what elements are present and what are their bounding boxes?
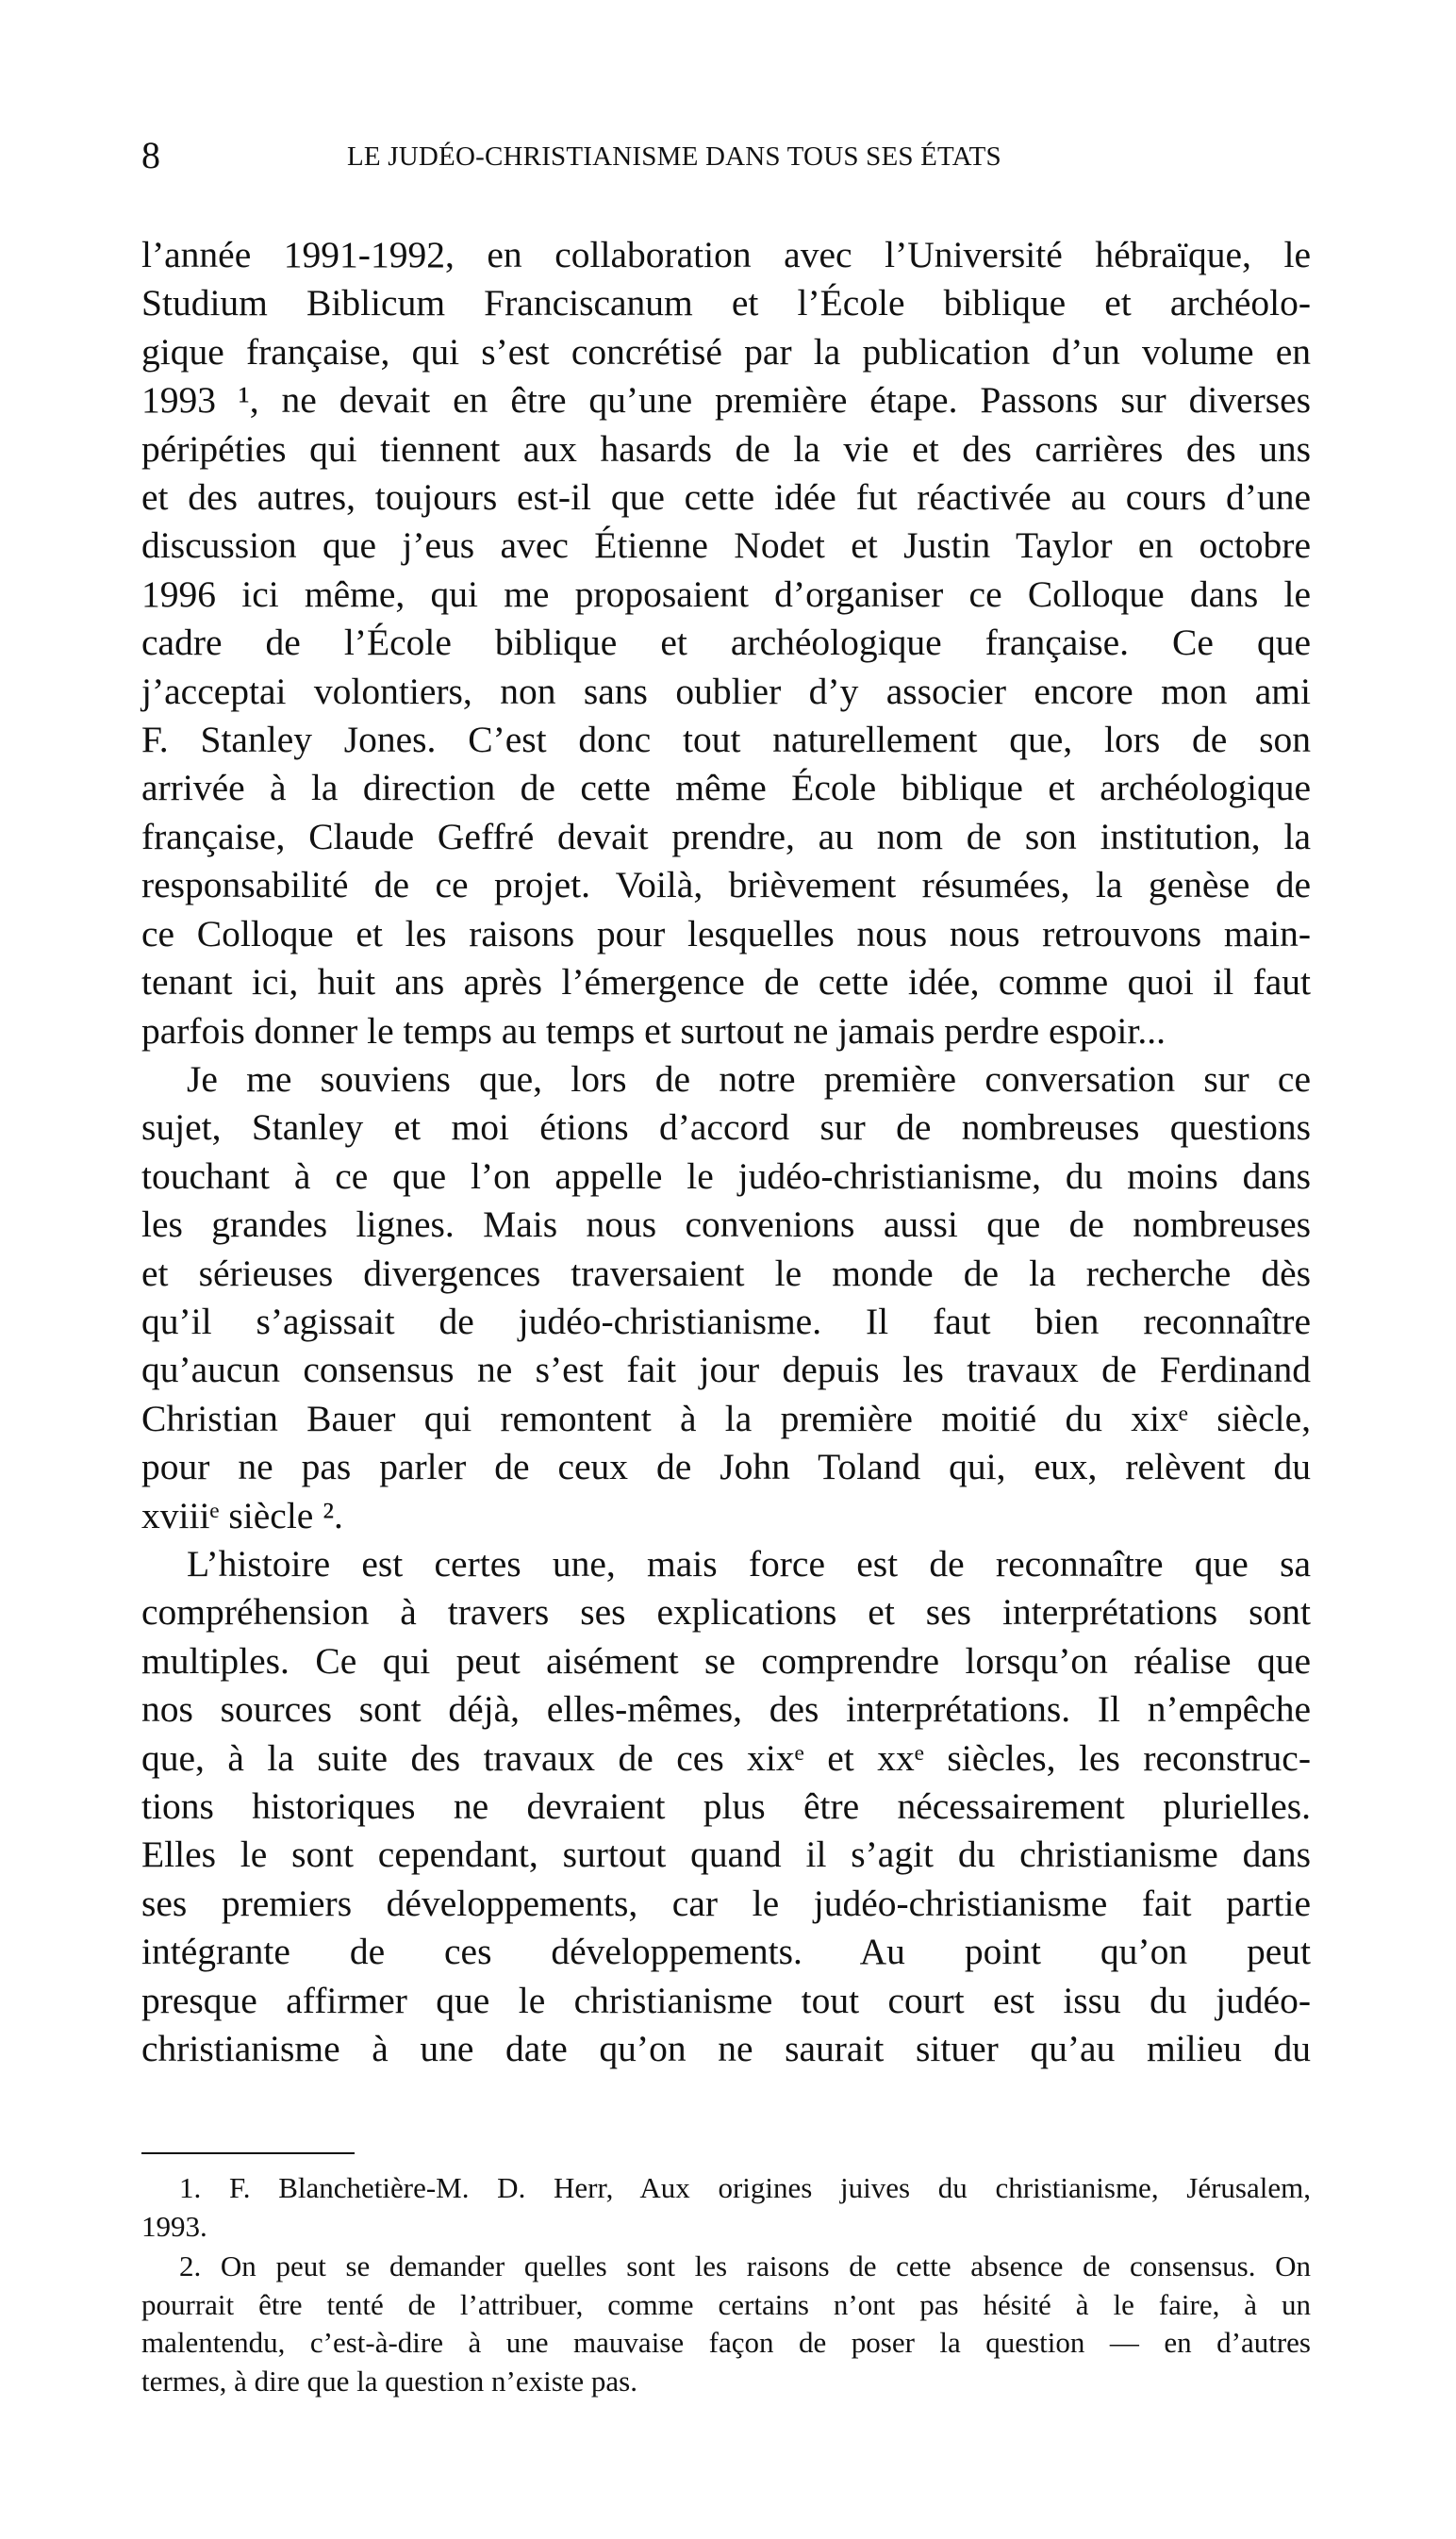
text-line: ce Colloque et les raisons pour lesquelles nous nous retrouvons main- [141, 912, 1311, 954]
text-line: française, Claude Geffré devait prendre, au nom de son institution, la [141, 815, 1311, 857]
footnote-line: 1993. [141, 2209, 207, 2243]
text-line: intégrante de ces développements. Au point qu’on peut [141, 1931, 1311, 1973]
text-line: les grandes lignes. Mais nous convenions aussi que de nombreuses [141, 1203, 1311, 1246]
main-text [141, 231, 1311, 2073]
text-line: responsabilité de ce projet. Voilà, brièvement résumées, la genèse de [141, 864, 1311, 906]
text-line: xviiiᵉ siècle ². [141, 1494, 343, 1536]
page-number: 8 [141, 134, 160, 176]
page-header [141, 132, 1311, 179]
text-line: christianisme à une date qu’on ne saurait situer qu’au milieu du [141, 2028, 1311, 2070]
footnote-line: termes, à dire que la question n’existe pas. [141, 2364, 637, 2398]
text-line: et sérieuses divergences traversaient le monde de la recherche dès [141, 1252, 1311, 1294]
text-line: qu’il s’agissait de judéo-christianisme. Il faut bien reconnaître [141, 1300, 1311, 1342]
paragraph-3 [141, 1540, 1311, 2073]
text-line: discussion que j’eus avec Étienne Nodet et Justin Taylor en octobre [141, 524, 1311, 567]
text-line: presque affirmer que le christianisme tout court est issu du judéo- [141, 1979, 1311, 2021]
text-line: parfois donner le temps au temps et surtout ne jamais perdre espoir... [141, 1009, 1166, 1052]
footnote-line: 1. F. Blanchetière-M. D. Herr, Aux origines juives du christianisme, Jérusalem, [179, 2171, 1311, 2204]
text-line: 1996 ici même, qui me proposaient d’organiser ce Colloque dans le [141, 573, 1311, 615]
text-line: cadre de l’École biblique et archéologique française. Ce que [141, 622, 1311, 664]
text-line: péripéties qui tiennent aux hasards de la vie et des carrières des uns [141, 427, 1311, 470]
text-line: Elles le sont cependant, surtout quand il s’agit du christianisme dans [141, 1834, 1311, 1876]
footnote-line: 2. On peut se demander quelles sont les raisons de cette absence de consensus. On [179, 2249, 1311, 2283]
text-line: Christian Bauer qui remontent à la première moitié du xixᵉ siècle, [141, 1397, 1311, 1439]
footnote-2 [141, 2248, 1311, 2400]
text-line: compréhension à travers ses explications et ses interprétations sont [141, 1591, 1311, 1634]
footnote-separator [141, 2152, 355, 2154]
text-line: qu’aucun consensus ne s’est fait jour depuis les travaux de Ferdinand [141, 1349, 1311, 1391]
text-line: tenant ici, huit ans après l’émergence de cette idée, comme quoi il faut [141, 961, 1311, 1004]
footnote-line: pourrait être tenté de l’attribuer, comme certains n’ont pas hésité à le faire, à un [141, 2287, 1311, 2321]
text-line: arrivée à la direction de cette même École biblique et archéologique [141, 767, 1311, 809]
text-line: que, à la suite des travaux de ces xixᵉ et xxᵉ siècles, les reconstruc- [141, 1736, 1311, 1779]
paragraph-2 [141, 1055, 1311, 1540]
text-line: Je me souviens que, lors de notre première conversation sur ce [187, 1057, 1311, 1100]
footnotes [141, 2169, 1311, 2403]
text-line: gique française, qui s’est concrétisé par la publication d’un volume en [141, 330, 1311, 373]
text-line: L’histoire est certes une, mais force est de reconnaître que sa [187, 1542, 1311, 1585]
text-line: touchant à ce que l’on appelle le judéo-christianisme, du moins dans [141, 1154, 1311, 1197]
running-title: LE JUDÉO-CHRISTIANISME DANS TOUS SES ÉTATS [347, 141, 1001, 172]
text-line: sujet, Stanley et moi étions d’accord sur de nombreuses questions [141, 1106, 1311, 1149]
text-line: tions historiques ne devraient plus être nécessairement plurielles. [141, 1785, 1311, 1827]
text-line: nos sources sont déjà, elles-mêmes, des interprétations. Il n’empêche [141, 1688, 1311, 1731]
footnote-1 [141, 2169, 1311, 2246]
text-line: j’acceptai volontiers, non sans oublier d’y associer encore mon ami [141, 670, 1311, 712]
text-line: 1993 ¹, ne devait en être qu’une première étape. Passons sur diverses [141, 379, 1311, 422]
footnote-line: malentendu, c’est-à-dire à une mauvaise façon de poser la question — en d’autres [141, 2326, 1311, 2360]
text-line: ses premiers développements, car le judéo-christianisme fait partie [141, 1882, 1311, 1924]
text-line: Studium Biblicum Franciscanum et l’École biblique et archéolo- [141, 282, 1311, 324]
text-line: et des autres, toujours est-il que cette idée fut réactivée au cours d’une [141, 476, 1311, 519]
paragraph-1 [141, 231, 1311, 1055]
text-line: multiples. Ce qui peut aisément se comprendre lorsqu’on réalise que [141, 1639, 1311, 1682]
text-line: l’année 1991-1992, en collaboration avec l’Université hébraïque, le [141, 234, 1311, 275]
text-line: pour ne pas parler de ceux de John Toland qui, eux, relèvent du [141, 1446, 1311, 1488]
text-line: F. Stanley Jones. C’est donc tout naturellement que, lors de son [141, 719, 1311, 761]
